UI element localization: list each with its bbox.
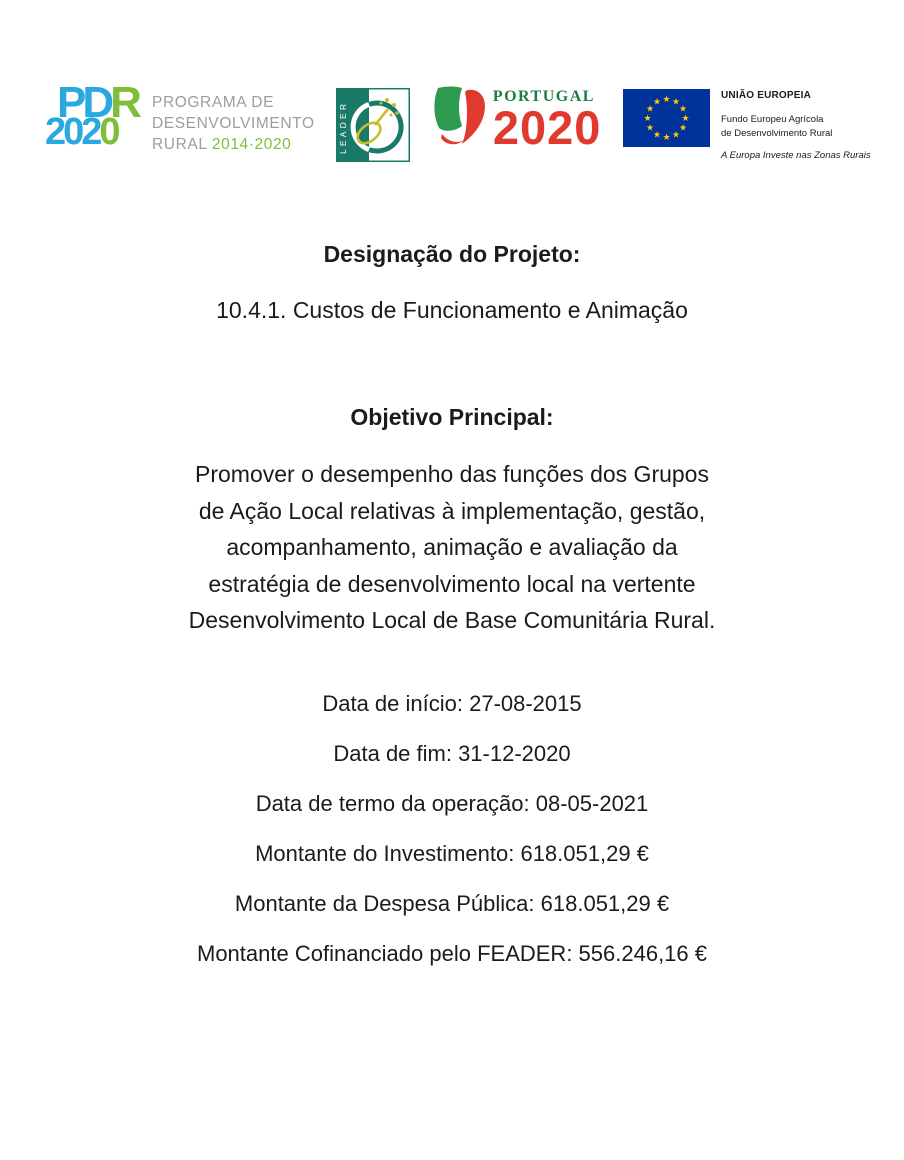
svg-text:★: ★: [645, 123, 655, 134]
document-content: [0, 241, 904, 967]
pdr-label-years: 2014·2020: [211, 136, 292, 153]
pdr-label-line2: DESENVOLVIMENTO: [152, 115, 315, 132]
pdr-digits-blue: 202: [45, 111, 100, 153]
objective-line: de Ação Local relativas à implementação, gestão,: [198, 497, 706, 524]
logo-band: [0, 0, 904, 165]
svg-text:★: ★: [645, 104, 655, 115]
investment-amount-line: Montante do Investimento: 618.051,29 €: [255, 840, 649, 866]
objective-line: Desenvolvimento Local de Base Comunitária Rural.: [188, 607, 716, 633]
svg-text:★: ★: [671, 130, 681, 141]
svg-text:★: ★: [662, 95, 671, 105]
portugal-wordmark: PORTUGAL: [492, 88, 595, 105]
objective-line: Promover o desempenho das funções dos Grupos: [195, 461, 709, 487]
leader-logo: [336, 88, 410, 167]
svg-text:★: ★: [678, 104, 688, 115]
svg-text:★: ★: [678, 123, 688, 134]
eu-logo: [623, 89, 886, 161]
project-details: [0, 691, 904, 967]
pdr-label-line3: RURAL 2014·2020: [152, 136, 292, 153]
objective-line: acompanhamento, animação e avaliação da: [226, 534, 678, 560]
pdr-letter-green: R: [110, 78, 138, 127]
leader-icon: [336, 88, 410, 162]
eu-flag-icon: [623, 89, 710, 147]
portugal2020-flag-icon: [432, 86, 486, 148]
eu-fund-line2: de Desenvolvimento Rural: [721, 127, 833, 139]
project-designation-heading: Designação do Projeto:: [323, 241, 581, 267]
pdr-letters-blue: PD: [57, 78, 111, 127]
eu-title: UNIÃO EUROPEIA: [721, 90, 812, 101]
pdr-digit-green: 0: [99, 111, 118, 153]
portugal2020-logo: [432, 86, 602, 154]
pdr-label-line1: PROGRAMA DE: [152, 94, 275, 111]
portugal-year: 2020: [492, 101, 602, 154]
pdr2020-mark-icon: [45, 78, 140, 163]
project-name: 10.4.1. Custos de Funcionamento e Animação: [216, 297, 688, 323]
leader-vertical-text: LEADER: [338, 100, 349, 154]
eu-fund-line1: Fundo Europeu Agrícola: [721, 114, 824, 125]
svg-text:★: ★: [643, 114, 652, 124]
objective-line: estratégia de desenvolvimento local na vertente: [208, 570, 696, 597]
main-objective-heading: Objetivo Principal:: [350, 404, 554, 430]
feader-cofinancing-amount-line: Montante Cofinanciado pelo FEADER: 556.246,16 €: [197, 940, 707, 966]
svg-text:★: ★: [652, 130, 662, 141]
public-expense-amount-line: Montante da Despesa Pública: 618.051,29 €: [234, 890, 670, 916]
pdr2020-wordmark: [152, 85, 315, 155]
eu-tagline: A Europa Investe nas Zonas Rurais: [721, 150, 871, 161]
svg-text:★: ★: [652, 97, 662, 108]
svg-text:★: ★: [671, 97, 681, 108]
operation-end-date-line: Data de termo da operação: 08-05-2021: [255, 790, 649, 816]
pdr2020-logo: [45, 78, 315, 163]
start-date-line: Data de início: 27-08-2015: [322, 690, 582, 716]
svg-text:★: ★: [681, 114, 690, 124]
svg-text:★: ★: [662, 133, 671, 143]
end-date-line: Data de fim: 31-12-2020: [333, 740, 571, 766]
objective-paragraph: [0, 456, 904, 639]
